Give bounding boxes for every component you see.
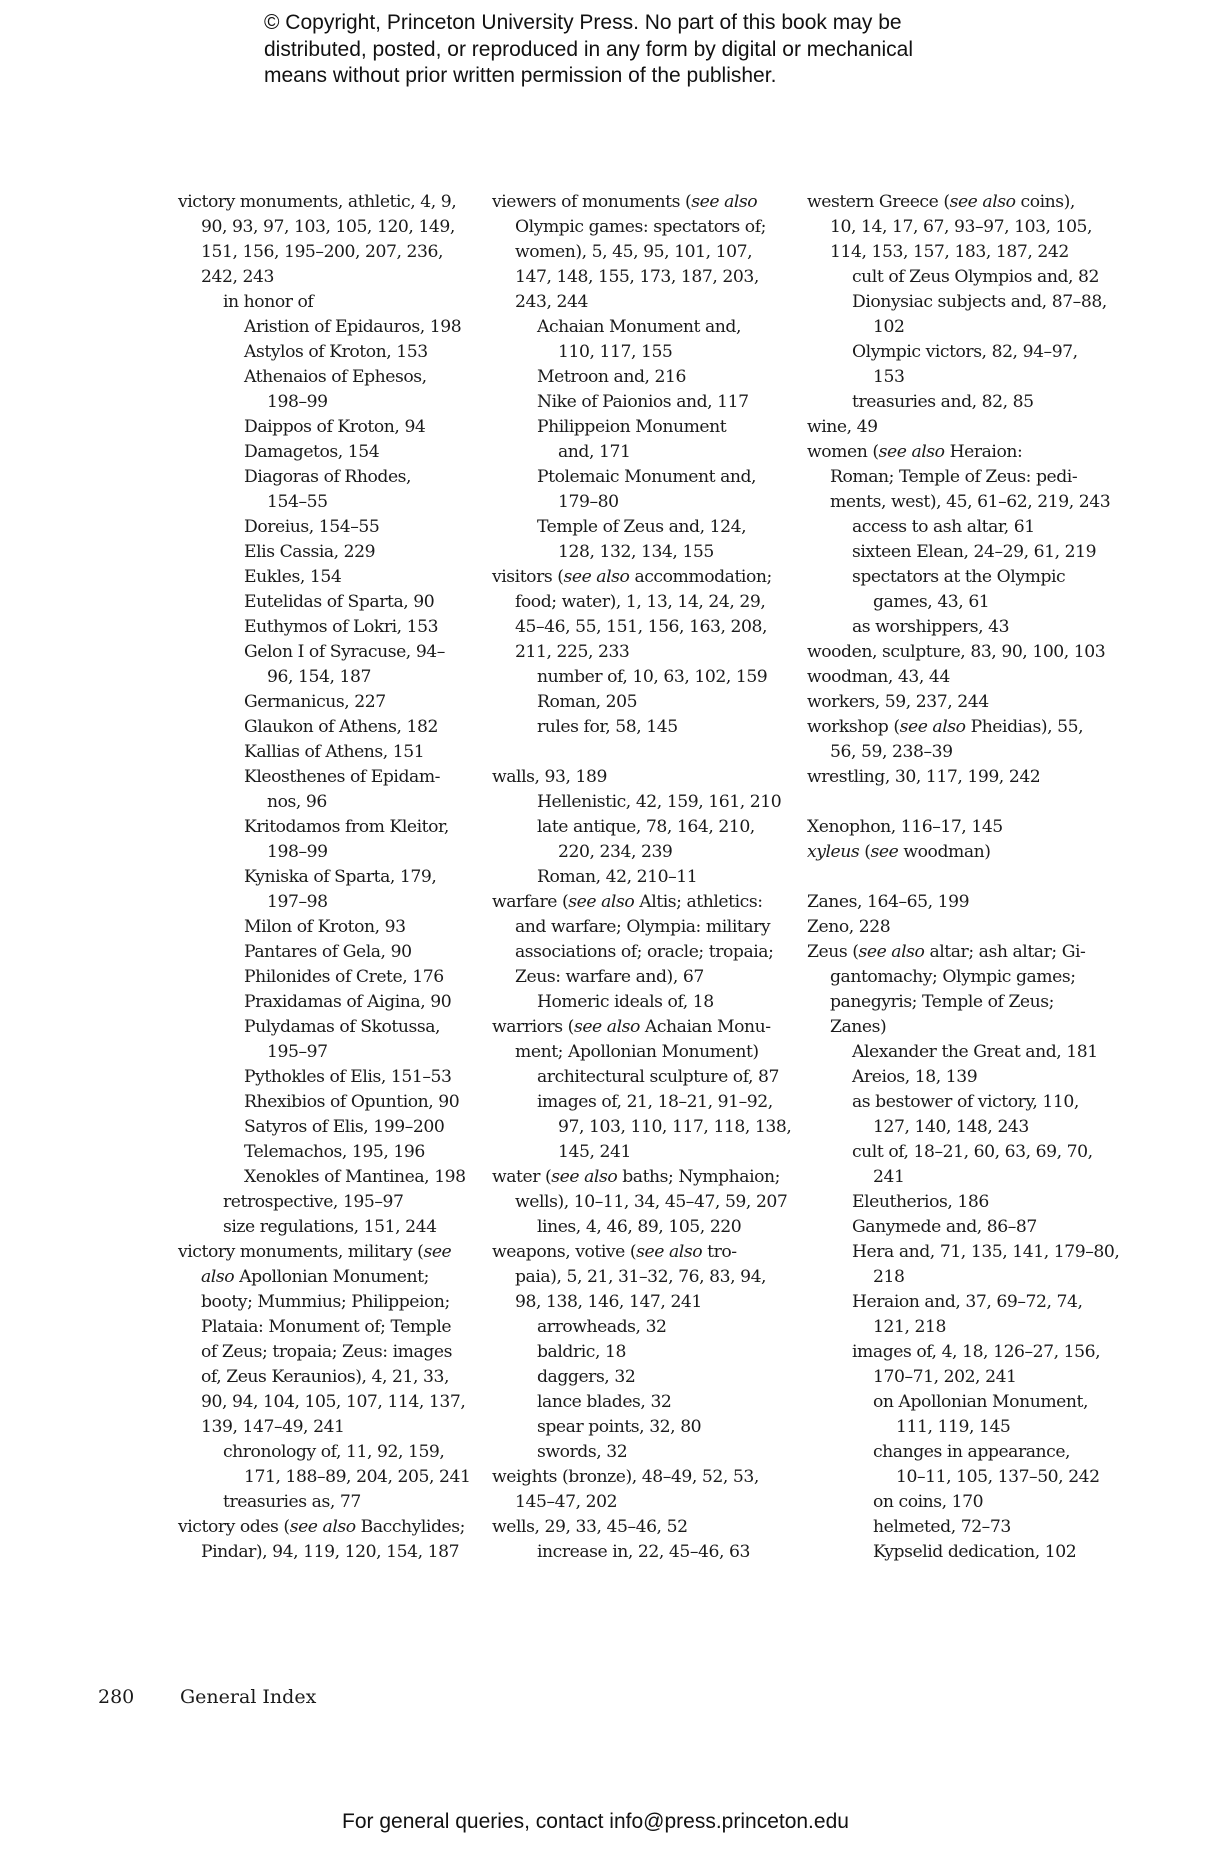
copyright-line-3: means without prior written permission of the publisher.	[264, 64, 777, 87]
index-entry: images of, 21, 18–21, 91–92,	[537, 1092, 773, 1112]
index-entry: Glaukon of Athens, 182	[244, 717, 438, 737]
index-entry: 154–55	[267, 492, 328, 512]
index-entry: weapons, votive (see also tro-	[492, 1242, 737, 1262]
index-entry: 198–99	[267, 842, 328, 862]
index-entry: Zanes)	[830, 1017, 887, 1037]
index-entry: Hera and, 71, 135, 141, 179–80,	[852, 1242, 1120, 1262]
index-entry: Achaian Monument and,	[537, 317, 741, 337]
index-entry: Plataia: Monument of; Temple	[201, 1317, 452, 1337]
index-entry: Euthymos of Lokri, 153	[244, 617, 439, 637]
index-entry: 56, 59, 238–39	[830, 742, 953, 762]
index-entry: 110, 117, 155	[558, 342, 673, 362]
index-entry: swords, 32	[537, 1442, 628, 1462]
index-entry: in honor of	[223, 292, 314, 312]
index-entry: women), 5, 45, 95, 101, 107,	[515, 242, 753, 262]
index-entry: 90, 94, 104, 105, 107, 114, 137,	[201, 1392, 466, 1412]
index-entry: Hellenistic, 42, 159, 161, 210	[537, 792, 782, 812]
index-entry: Dionysiac subjects and, 87–88,	[852, 292, 1107, 312]
index-entry: Telemachos, 195, 196	[244, 1142, 425, 1162]
index-entry: Pantares of Gela, 90	[244, 942, 412, 962]
index-entry: Nike of Paionios and, 117	[537, 392, 749, 412]
index-column-2	[492, 190, 792, 1565]
index-entry: 211, 225, 233	[515, 642, 630, 662]
index-entry: as worshippers, 43	[852, 617, 1010, 637]
index-entry: 128, 132, 134, 155	[558, 542, 714, 562]
index-entry: 97, 103, 110, 117, 118, 138,	[558, 1117, 792, 1137]
index-entry: 10–11, 105, 137–50, 242	[896, 1467, 1100, 1487]
index-entry: Praxidamas of Aigina, 90	[244, 992, 452, 1012]
index-entry: victory odes (see also Bacchylides;	[178, 1517, 465, 1537]
index-entry: and, 171	[558, 442, 631, 462]
index-entry: also Apollonian Monument;	[201, 1267, 429, 1287]
index-entry: panegyris; Temple of Zeus;	[830, 992, 1054, 1012]
index-entry: Zeus (see also altar; ash altar; Gi-	[807, 942, 1086, 962]
index-entry: western Greece (see also coins),	[807, 192, 1075, 212]
index-entry: booty; Mummius; Philippeion;	[201, 1292, 450, 1312]
index-entry: 121, 218	[873, 1317, 946, 1337]
index-entry: Kyniska of Sparta, 179,	[244, 867, 437, 887]
index-entry: associations of; oracle; tropaia;	[515, 942, 774, 962]
index-entry: 241	[873, 1167, 905, 1187]
index-entry: Astylos of Kroton, 153	[244, 342, 428, 362]
index-entry: workers, 59, 237, 244	[807, 692, 989, 712]
index-entry: Roman, 205	[537, 692, 638, 712]
index-entry: Athenaios of Ephesos,	[244, 367, 427, 387]
index-entry: 114, 153, 157, 183, 187, 242	[830, 242, 1069, 262]
index-entry: Temple of Zeus and, 124,	[537, 517, 747, 537]
index-entry: Gelon I of Syracuse, 94–	[244, 642, 445, 662]
index-entry: Olympic victors, 82, 94–97,	[852, 342, 1078, 362]
index-entry: 90, 93, 97, 103, 105, 120, 149,	[201, 217, 455, 237]
index-entry: visitors (see also accommodation;	[492, 567, 772, 587]
index-entry: changes in appearance,	[873, 1442, 1071, 1462]
index-entry: 139, 147–49, 241	[201, 1417, 345, 1437]
index-entry: 145–47, 202	[515, 1492, 618, 1512]
index-entry: Zanes, 164–65, 199	[807, 892, 970, 912]
index-entry: as bestower of victory, 110,	[852, 1092, 1079, 1112]
index-entry: 153	[873, 367, 905, 387]
index-entry: spectators at the Olympic	[852, 567, 1066, 587]
index-entry: viewers of monuments (see also	[492, 192, 758, 212]
index-entry: 151, 156, 195–200, 207, 236,	[201, 242, 443, 262]
index-entry: Damagetos, 154	[244, 442, 380, 462]
index-entry: Pindar), 94, 119, 120, 154, 187	[201, 1542, 460, 1562]
index-entry: cult of Zeus Olympios and, 82	[852, 267, 1099, 287]
index-entry: ment; Apollonian Monument)	[515, 1042, 759, 1062]
index-entry: water (see also baths; Nymphaion;	[492, 1167, 780, 1187]
index-entry: 45–46, 55, 151, 156, 163, 208,	[515, 617, 768, 637]
index-column-1	[178, 190, 471, 1565]
index-entry: cult of, 18–21, 60, 63, 69, 70,	[852, 1142, 1093, 1162]
index-entry: Philonides of Crete, 176	[244, 967, 444, 987]
index-entry: Areios, 18, 139	[852, 1067, 978, 1087]
index-entry: victory monuments, athletic, 4, 9,	[178, 192, 457, 212]
copyright-line-2: distributed, posted, or reproduced in any form by digital or mechanical	[264, 37, 914, 61]
index-spacer	[807, 790, 1107, 815]
index-entry: of Zeus; tropaia; Zeus: images	[201, 1342, 452, 1362]
index-entry: wooden, sculpture, 83, 90, 100, 103	[807, 642, 1106, 662]
index-entry: lance blades, 32	[537, 1392, 672, 1412]
index-entry: gantomachy; Olympic games;	[830, 967, 1076, 987]
index-entry: Zeus: warfare and), 67	[515, 967, 704, 987]
index-entry: daggers, 32	[537, 1367, 636, 1387]
index-entry: 242, 243	[201, 267, 274, 287]
index-entry: paia), 5, 21, 31–32, 76, 83, 94,	[515, 1267, 767, 1287]
index-entry: of, Zeus Keraunios), 4, 21, 33,	[201, 1367, 449, 1387]
index-entry: wells), 10–11, 34, 45–47, 59, 207	[515, 1192, 788, 1212]
index-entry: 98, 138, 146, 147, 241	[515, 1292, 702, 1312]
index-entry: nos, 96	[267, 792, 327, 812]
index-entry: images of, 4, 18, 126–27, 156,	[852, 1342, 1101, 1362]
index-entry: weights (bronze), 48–49, 52, 53,	[492, 1467, 759, 1487]
index-entry: 127, 140, 148, 243	[873, 1117, 1029, 1137]
index-entry: architectural sculpture of, 87	[537, 1067, 779, 1087]
index-column-3	[807, 190, 1120, 1565]
running-footer-title: General Index	[180, 1686, 317, 1708]
index-entry: baldric, 18	[537, 1342, 626, 1362]
index-entry: spear points, 32, 80	[537, 1417, 702, 1437]
index-entry: rules for, 58, 145	[537, 717, 678, 737]
index-entry: workshop (see also Pheidias), 55,	[807, 717, 1084, 737]
index-entry: Xenophon, 116–17, 145	[807, 817, 1003, 837]
contact-line: For general queries, contact info@press.princeton.edu	[342, 1810, 849, 1833]
index-entry: women (see also Heraion:	[807, 442, 1023, 462]
page-number: 280	[98, 1686, 135, 1708]
index-entry: Kallias of Athens, 151	[244, 742, 425, 762]
index-entry: Heraion and, 37, 69–72, 74,	[852, 1292, 1083, 1312]
index-entry: Pulydamas of Skotussa,	[244, 1017, 441, 1037]
index-entry: Germanicus, 227	[244, 692, 386, 712]
copyright-line-1: © Copyright, Princeton University Press. No part of this book may be	[264, 11, 902, 34]
index-entry: wine, 49	[807, 417, 878, 437]
index-entry: xyleus (see woodman)	[807, 842, 991, 862]
index-entry: 171, 188–89, 204, 205, 241	[244, 1467, 471, 1487]
index-entry: Ptolemaic Monument and,	[537, 467, 757, 487]
index-entry: 102	[873, 317, 905, 337]
index-entry: lines, 4, 46, 89, 105, 220	[537, 1217, 742, 1237]
index-entry: Rhexibios of Opuntion, 90	[244, 1092, 460, 1112]
index-entry: warriors (see also Achaian Monu-	[492, 1017, 771, 1037]
index-entry: 111, 119, 145	[896, 1417, 1011, 1437]
index-entry: 195–97	[267, 1042, 328, 1062]
index-entry: Kleosthenes of Epidam-	[244, 767, 441, 787]
index-entry: 10, 14, 17, 67, 93–97, 103, 105,	[830, 217, 1093, 237]
index-entry: Daippos of Kroton, 94	[244, 417, 426, 437]
index-entry: 145, 241	[558, 1142, 631, 1162]
index-entry: Satyros of Elis, 199–200	[244, 1117, 445, 1137]
index-entry: number of, 10, 63, 102, 159	[537, 667, 768, 687]
index-entry: woodman, 43, 44	[807, 667, 950, 687]
index-entry: Roman; Temple of Zeus: pedi-	[830, 467, 1078, 487]
index-entry: Pythokles of Elis, 151–53	[244, 1067, 452, 1087]
index-entry: Philippeion Monument	[537, 417, 727, 437]
index-entry: increase in, 22, 45–46, 63	[537, 1542, 751, 1562]
index-entry: treasuries as, 77	[223, 1492, 361, 1512]
index-entry: helmeted, 72–73	[873, 1517, 1011, 1537]
index-entry: wrestling, 30, 117, 199, 242	[807, 767, 1041, 787]
index-entry: Zeno, 228	[807, 917, 891, 937]
index-entry: Elis Cassia, 229	[244, 542, 376, 562]
index-entry: Milon of Kroton, 93	[244, 917, 406, 937]
index-entry: victory monuments, military (see	[178, 1242, 452, 1262]
index-entry: ments, west), 45, 61–62, 219, 243	[830, 492, 1111, 512]
index-entry: 243, 244	[515, 292, 588, 312]
index-entry: chronology of, 11, 92, 159,	[223, 1442, 445, 1462]
index-entry: Kritodamos from Kleitor,	[244, 817, 449, 837]
index-entry: late antique, 78, 164, 210,	[537, 817, 755, 837]
index-entry: and warfare; Olympia: military	[515, 917, 771, 937]
index-entry: 170–71, 202, 241	[873, 1367, 1017, 1387]
index-entry: games, 43, 61	[873, 592, 990, 612]
copyright-notice	[264, 10, 984, 90]
index-entry: Homeric ideals of, 18	[537, 992, 714, 1012]
index-entry: Eleutherios, 186	[852, 1192, 989, 1212]
index-entry: 198–99	[267, 392, 328, 412]
index-entry: Olympic games: spectators of;	[515, 217, 766, 237]
index-entry: Eukles, 154	[244, 567, 342, 587]
index-entry: Roman, 42, 210–11	[537, 867, 698, 887]
index-entry: access to ash altar, 61	[852, 517, 1035, 537]
index-entry: Ganymede and, 86–87	[852, 1217, 1037, 1237]
index-entry: 218	[873, 1267, 905, 1287]
index-entry: 197–98	[267, 892, 328, 912]
index-entry: 147, 148, 155, 173, 187, 203,	[515, 267, 759, 287]
index-entry: 179–80	[558, 492, 619, 512]
index-entry: Eutelidas of Sparta, 90	[244, 592, 435, 612]
index-entry: retrospective, 195–97	[223, 1192, 404, 1212]
index-spacer	[492, 740, 787, 765]
index-entry: on coins, 170	[873, 1492, 984, 1512]
index-entry: arrowheads, 32	[537, 1317, 667, 1337]
index-entry: Metroon and, 216	[537, 367, 686, 387]
index-entry: treasuries and, 82, 85	[852, 392, 1034, 412]
index-entry: walls, 93, 189	[492, 767, 608, 787]
index-entry: on Apollonian Monument,	[873, 1392, 1088, 1412]
index-entry: warfare (see also Altis; athletics:	[492, 892, 763, 912]
index-entry: sixteen Elean, 24–29, 61, 219	[852, 542, 1097, 562]
index-entry: wells, 29, 33, 45–46, 52	[492, 1517, 688, 1537]
index-entry: size regulations, 151, 244	[223, 1217, 437, 1237]
index-entry: food; water), 1, 13, 14, 24, 29,	[515, 592, 766, 612]
index-entry: Diagoras of Rhodes,	[244, 467, 412, 487]
index-spacer	[807, 865, 1107, 890]
index-entry: Kypselid dedication, 102	[873, 1542, 1077, 1562]
index-entry: 96, 154, 187	[267, 667, 371, 687]
index-entry: Aristion of Epidauros, 198	[244, 317, 462, 337]
index-entry: Xenokles of Mantinea, 198	[244, 1167, 466, 1187]
index-entry: 220, 234, 239	[558, 842, 673, 862]
index-entry: Alexander the Great and, 181	[852, 1042, 1098, 1062]
index-entry: Doreius, 154–55	[244, 517, 380, 537]
